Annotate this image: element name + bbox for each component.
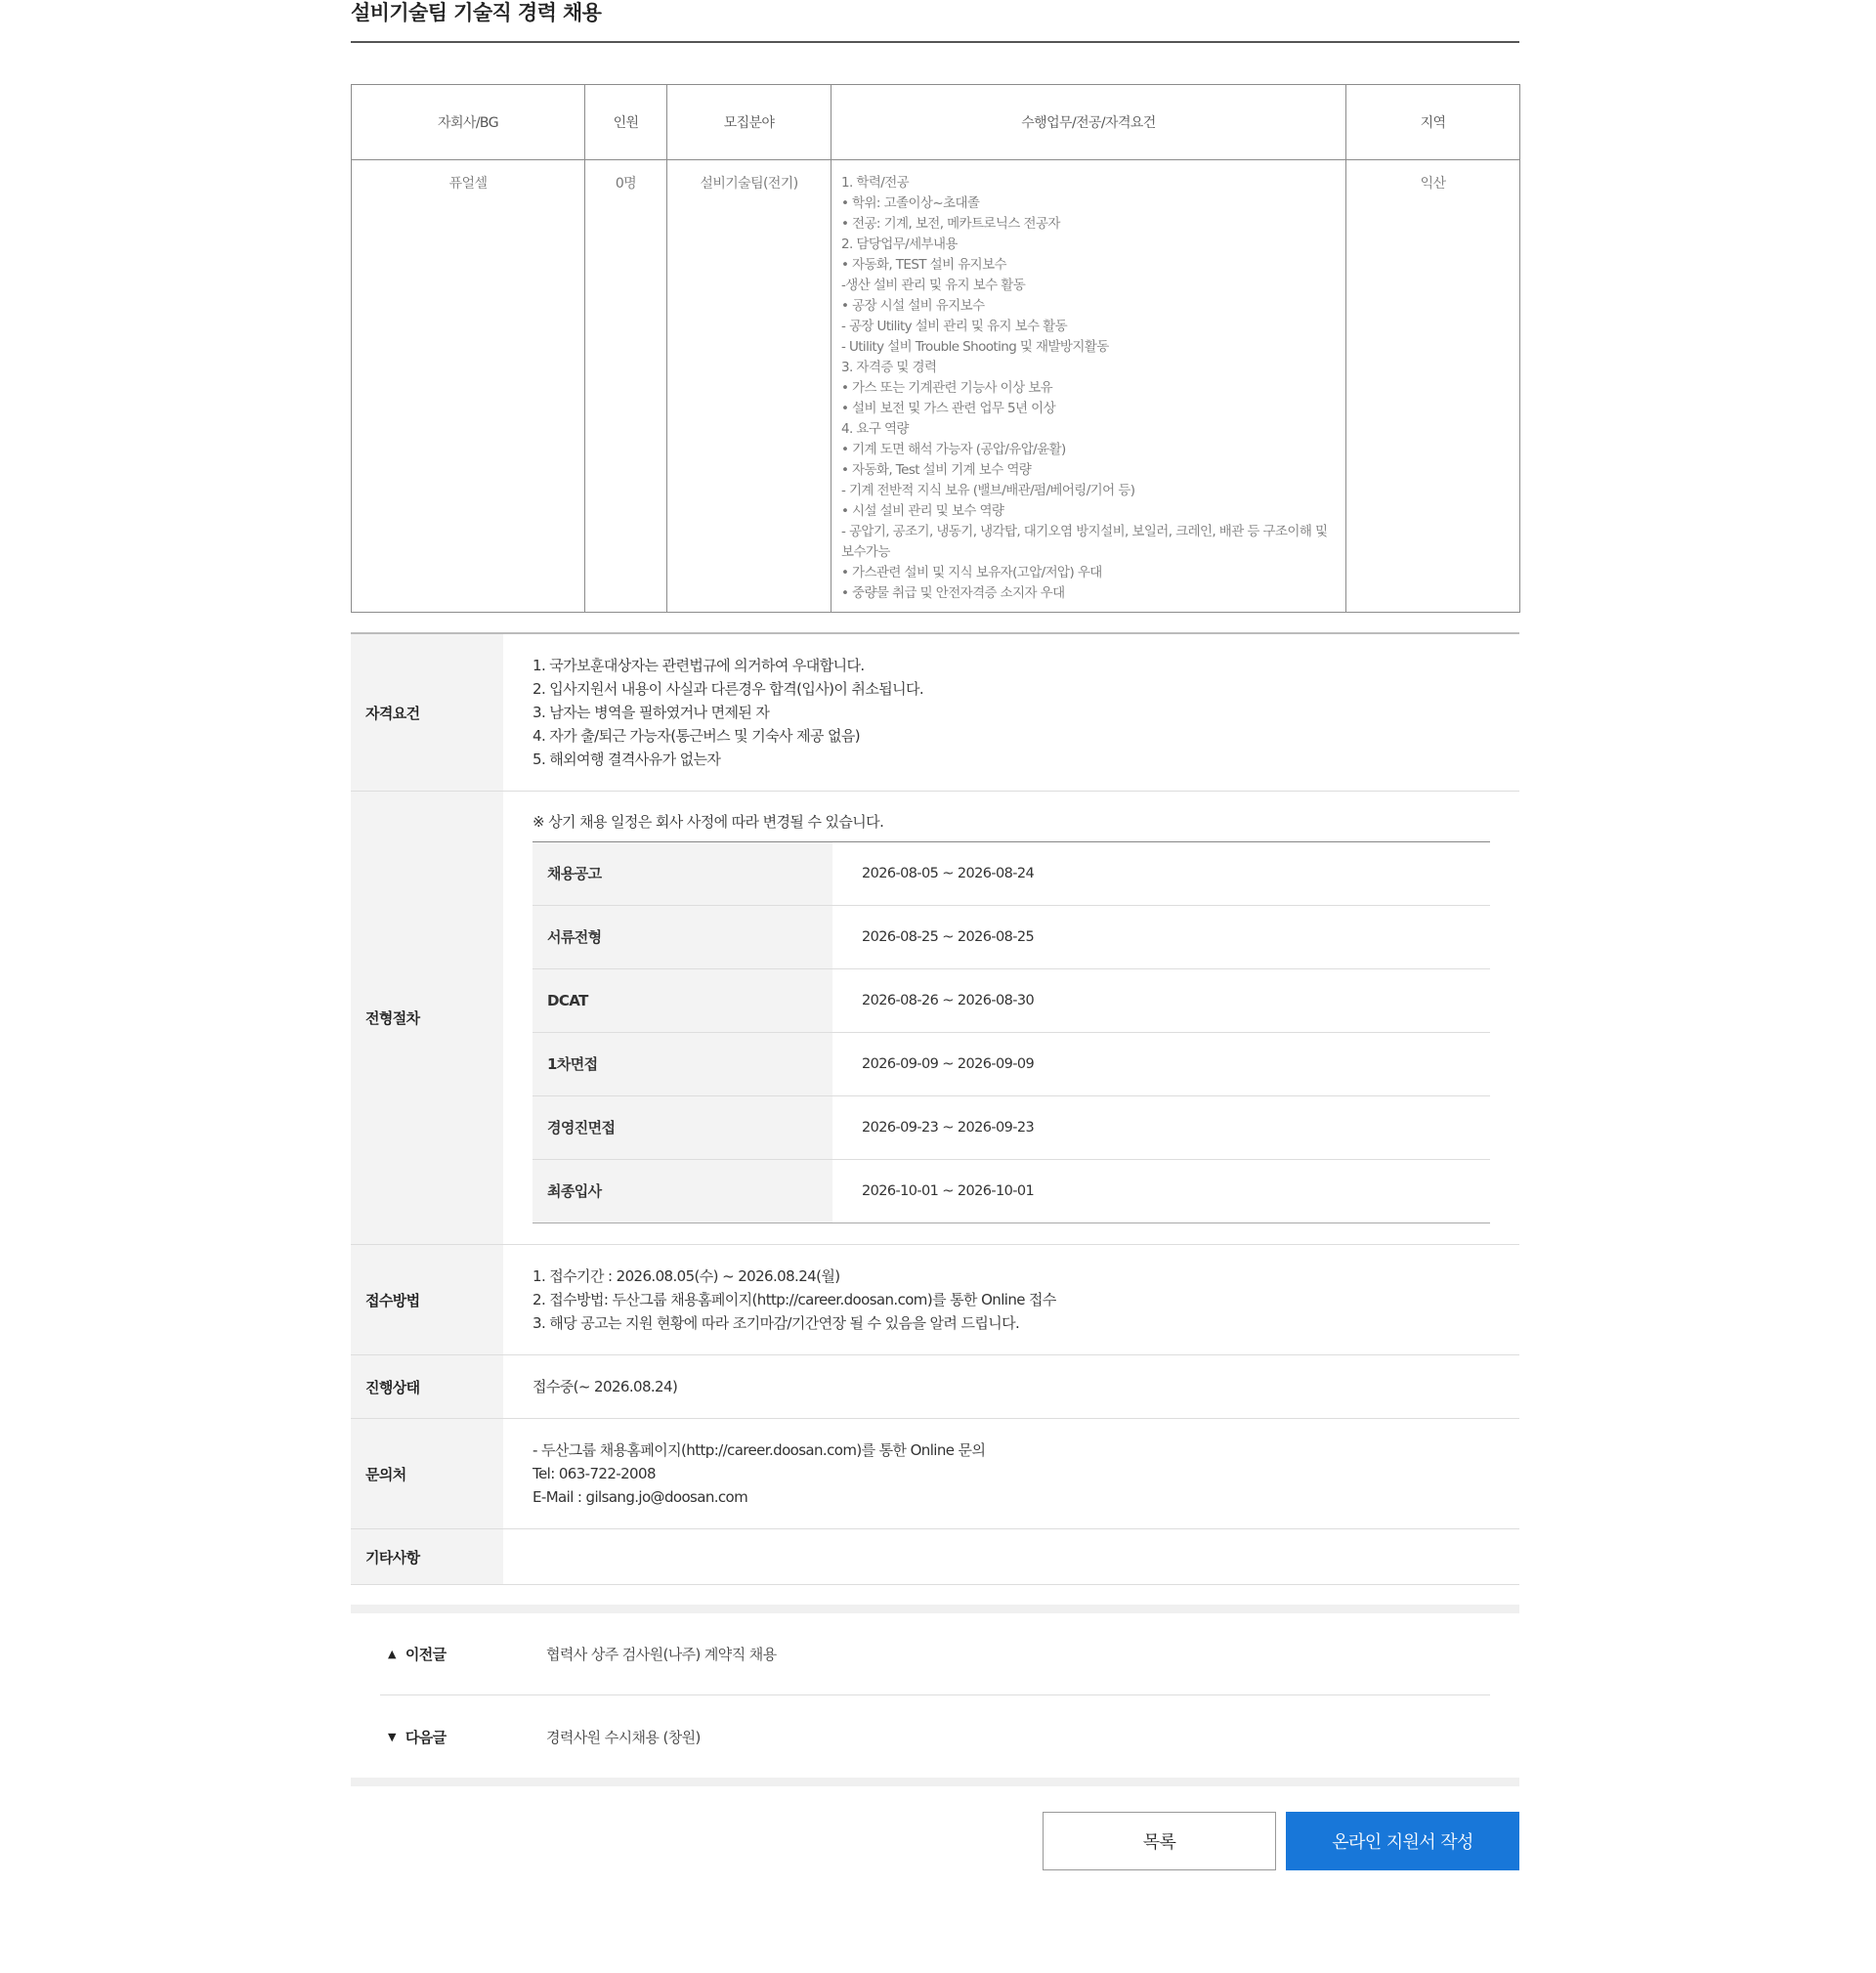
process-step-row [533,1160,1490,1223]
action-buttons [351,1812,1519,1870]
cell-duty [831,160,1346,613]
duty-line: • 시설 설비 관리 및 보수 역량 [841,503,1004,519]
triangle-up-icon: ▲ [388,1648,396,1660]
process-step-name: DCAT [533,969,832,1032]
status-value: 접수중(~ 2026.08.24) [533,1378,678,1395]
prev-post-title[interactable]: 협력사 상주 검사원(나주) 계약직 채용 [546,1646,777,1663]
next-post-title[interactable]: 경력사원 수시채용 (창원) [546,1728,701,1746]
duty-line: • 중량물 취급 및 안전자격증 소지자 우대 [841,585,1065,601]
application-body [503,1245,1519,1354]
qualification-line: 3. 남자는 병역을 필하였거나 면제된 자 [533,704,770,721]
duty-line: - Utility 설비 Trouble Shooting 및 재발방지활동 [841,339,1109,355]
duty-line: • 학위: 고졸이상~초대졸 [841,195,980,211]
info-row-status [351,1355,1519,1419]
job-table-header-row [352,85,1520,160]
page-title: 설비기술팀 기술직 경력 채용 [351,0,1519,43]
duty-line: 4. 요구 역량 [841,421,909,437]
duty-line: -생산 설비 관리 및 유지 보수 활동 [841,278,1026,293]
etc-value [503,1529,1519,1584]
duty-line: • 가스관련 설비 및 지식 보유자(고압/저압) 우대 [841,565,1102,580]
next-post-link[interactable] [380,1695,1490,1778]
qualification-line: 2. 입사지원서 내용이 사실과 다른경우 합격(입사)이 취소됩니다. [533,680,924,698]
info-table [351,632,1519,1585]
duty-line: • 공장 시설 설비 유지보수 [841,298,985,314]
application-line: 3. 해당 공고는 지원 현황에 따라 조기마감/기간연장 될 수 있음을 알려 드립니다. [533,1314,1020,1332]
info-label: 전형절차 [351,792,503,1244]
process-step-row [533,842,1490,906]
info-label: 기타사항 [351,1529,503,1584]
duty-line: • 설비 보전 및 가스 관련 업무 5년 이상 [841,401,1056,416]
process-step-period: 2026-10-01 ~ 2026-10-01 [862,1183,1035,1199]
process-step-period: 2026-08-26 ~ 2026-08-30 [862,993,1035,1008]
duty-line: • 자동화, Test 설비 기계 보수 역량 [841,462,1032,478]
process-body [503,792,1519,1244]
process-step-name: 서류전형 [533,906,832,968]
duty-line: • 전공: 기계, 보전, 메카트로닉스 전공자 [841,216,1060,232]
contact-body [503,1419,1519,1528]
info-label: 접수방법 [351,1245,503,1354]
process-step-period: 2026-08-25 ~ 2026-08-25 [862,929,1035,945]
qualification-line: 5. 해외여행 결격사유가 없는자 [533,751,721,768]
prev-post-link[interactable] [380,1613,1490,1695]
process-step-row [533,906,1490,969]
duty-line: • 자동화, TEST 설비 유지보수 [841,257,1006,273]
process-step-row [533,1033,1490,1096]
table-row [352,160,1520,613]
list-button[interactable]: 목록 [1043,1812,1276,1870]
process-step-row [533,969,1490,1033]
next-label: 다음글 [405,1728,447,1746]
process-schedule-table [533,842,1490,1223]
job-posting [351,0,1519,1870]
qualification-body [503,634,1519,791]
qualification-line: 1. 국가보훈대상자는 관련법규에 의거하여 우대합니다. [533,657,865,674]
qualification-line: 4. 자가 출/퇴근 가능자(통근버스 및 기숙사 제공 없음) [533,727,861,745]
col-company: 자회사/BG [352,85,585,160]
contact-line: Tel: 063-722-2008 [533,1465,656,1482]
info-row-process [351,792,1519,1245]
info-label: 자격요건 [351,634,503,791]
col-region: 지역 [1346,85,1520,160]
job-table [351,84,1520,613]
info-label: 진행상태 [351,1355,503,1418]
application-line: 1. 접수기간 : 2026.08.05(수) ~ 2026.08.24(월) [533,1267,840,1285]
col-field: 모집분야 [667,85,831,160]
duty-line: • 가스 또는 기계관련 기능사 이상 보유 [841,380,1053,396]
duty-line: 1. 학력/전공 [841,175,910,191]
cell-field: 설비기술팀(전기) [667,160,831,613]
triangle-down-icon: ▼ [388,1730,396,1743]
duty-line: - 기계 전반적 지식 보유 (밸브/배관/펌/베어링/기어 등) [841,483,1135,498]
info-row-etc [351,1529,1519,1585]
process-step-period: 2026-08-05 ~ 2026-08-24 [862,866,1035,881]
duty-line: 3. 자격증 및 경력 [841,360,937,375]
prev-label: 이전글 [405,1646,447,1663]
contact-line: E-Mail : gilsang.jo@doosan.com [533,1488,748,1506]
post-navigation [351,1605,1519,1786]
apply-online-button[interactable]: 온라인 지원서 작성 [1286,1812,1519,1870]
process-step-name: 경영진면접 [533,1096,832,1159]
contact-line: - 두산그룹 채용홈페이지(http://career.doosan.com)를 통한 Online 문의 [533,1441,986,1459]
duty-line: - 공장 Utility 설비 관리 및 유지 보수 활동 [841,319,1068,334]
cell-region: 익산 [1346,160,1520,613]
duty-line: 2. 담당업무/세부내용 [841,236,958,252]
cell-company: 퓨얼셀 [352,160,585,613]
duty-line: • 기계 도면 해석 가능자 (공압/유압/윤활) [841,442,1066,457]
process-step-name: 최종입사 [533,1160,832,1222]
col-duty: 수행업무/전공/자격요건 [831,85,1346,160]
process-step-row [533,1096,1490,1160]
col-headcount: 인원 [585,85,667,160]
application-line: 2. 접수방법: 두산그룹 채용홈페이지(http://career.doosan.com)를 통한 Online 접수 [533,1291,1056,1308]
info-row-qualification [351,634,1519,792]
process-step-period: 2026-09-23 ~ 2026-09-23 [862,1120,1035,1136]
info-row-contact [351,1419,1519,1529]
cell-headcount: 0명 [585,160,667,613]
process-note: ※ 상기 채용 일정은 회사 사정에 따라 변경될 수 있습니다. [533,810,1490,842]
info-label: 문의처 [351,1419,503,1528]
process-step-period: 2026-09-09 ~ 2026-09-09 [862,1056,1035,1072]
info-row-application [351,1245,1519,1355]
process-step-name: 1차면접 [533,1033,832,1095]
process-step-name: 채용공고 [533,842,832,905]
duty-line: - 공압기, 공조기, 냉동기, 냉각탑, 대기오염 방지설비, 보일러, 크레인, 배관 등 구조이해 및 보수가능 [841,524,1328,560]
